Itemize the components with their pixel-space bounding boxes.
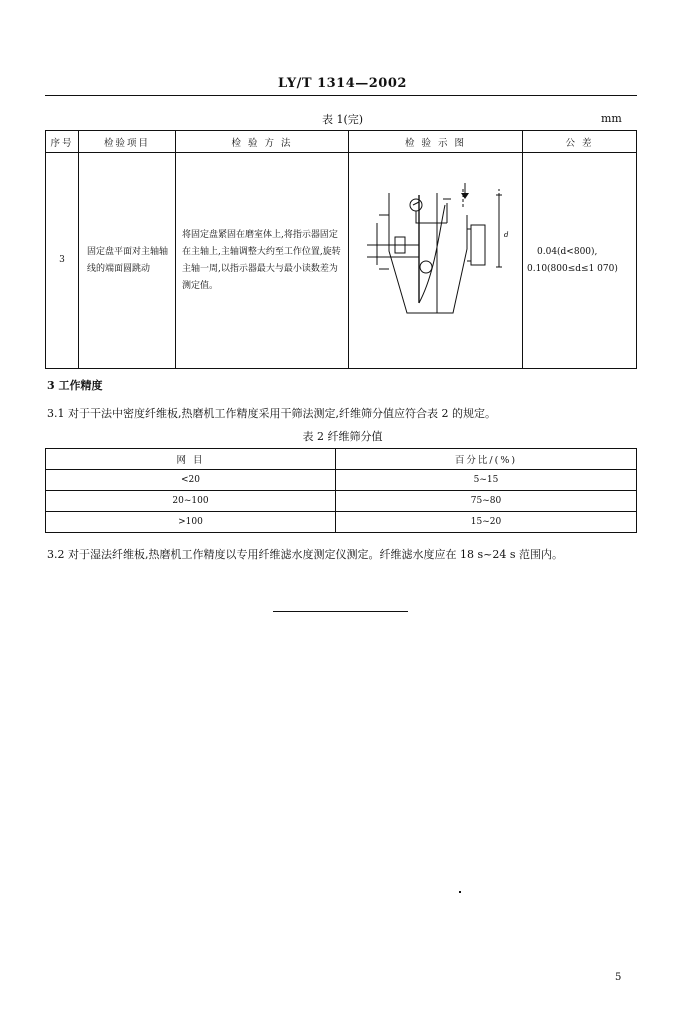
mesh-cell: 20~100 <box>46 491 336 512</box>
mesh-cell: <20 <box>46 470 336 491</box>
row-number: 3 <box>46 153 79 369</box>
table-row <box>46 491 637 512</box>
mesh-cell: >100 <box>46 512 336 533</box>
paragraph-3-1: 3.1 对于干法中密度纤维板,热磨机工作精度采用干筛法测定,纤维筛分值应符合表 2 的规定。 <box>47 407 496 420</box>
col-header-mesh: 网 目 <box>46 449 336 470</box>
paragraph-3-2: 3.2 对于湿法纤维板,热磨机工作精度以专用纤维滤水度测定仪测定。纤维滤水度应在 18 s~24 s 范围内。 <box>47 548 563 561</box>
arrow-indicator-icon <box>461 193 469 199</box>
inspection-table <box>45 130 637 369</box>
table2-caption: 表 2 纤维筛分值 <box>302 430 383 443</box>
col-header-figure: 检 验 示 图 <box>349 131 523 153</box>
col-header-no: 序号 <box>46 131 79 153</box>
dial-indicator-diagram <box>349 153 523 361</box>
percent-cell: 75~80 <box>336 491 637 512</box>
table1-unit: mm <box>601 112 622 125</box>
header-rule <box>45 95 637 96</box>
col-header-percent: 百分比/(%) <box>336 449 637 470</box>
table-row <box>46 153 637 369</box>
speck <box>459 891 461 893</box>
col-header-tolerance: 公 差 <box>523 131 637 153</box>
col-header-method: 检 验 方 法 <box>176 131 349 153</box>
percent-cell: 15~20 <box>336 512 637 533</box>
tolerance-line-2: 0.10(800≤d≤1 070) <box>527 263 618 274</box>
table-row <box>46 470 637 491</box>
col-header-item: 检验项目 <box>79 131 176 153</box>
tolerance-line-1: 0.04(d<800), <box>537 246 598 257</box>
percent-cell: 5~15 <box>336 470 637 491</box>
end-rule <box>273 611 408 612</box>
fiber-screening-table <box>45 448 637 533</box>
table2-header-row <box>46 449 637 470</box>
table1-header-row <box>46 131 637 153</box>
page-number: 5 <box>615 972 622 983</box>
inspection-figure <box>349 153 523 369</box>
standard-header: LY/T 1314—2002 <box>278 76 407 91</box>
table1-caption: 表 1(完) <box>321 113 364 126</box>
inspection-item: 固定盘平面对主轴轴线的端面圆跳动 <box>79 153 176 369</box>
section-heading: 3 工作精度 <box>47 379 103 392</box>
diameter-label: d <box>504 231 509 239</box>
inspection-method: 将固定盘紧固在磨室体上,将指示器固定在主轴上,主轴调整大约至工作位置,旋转主轴一周,以指示器最大与最小读数差为测定值。 <box>176 153 349 369</box>
table-row <box>46 512 637 533</box>
tolerance-cell <box>523 153 637 369</box>
